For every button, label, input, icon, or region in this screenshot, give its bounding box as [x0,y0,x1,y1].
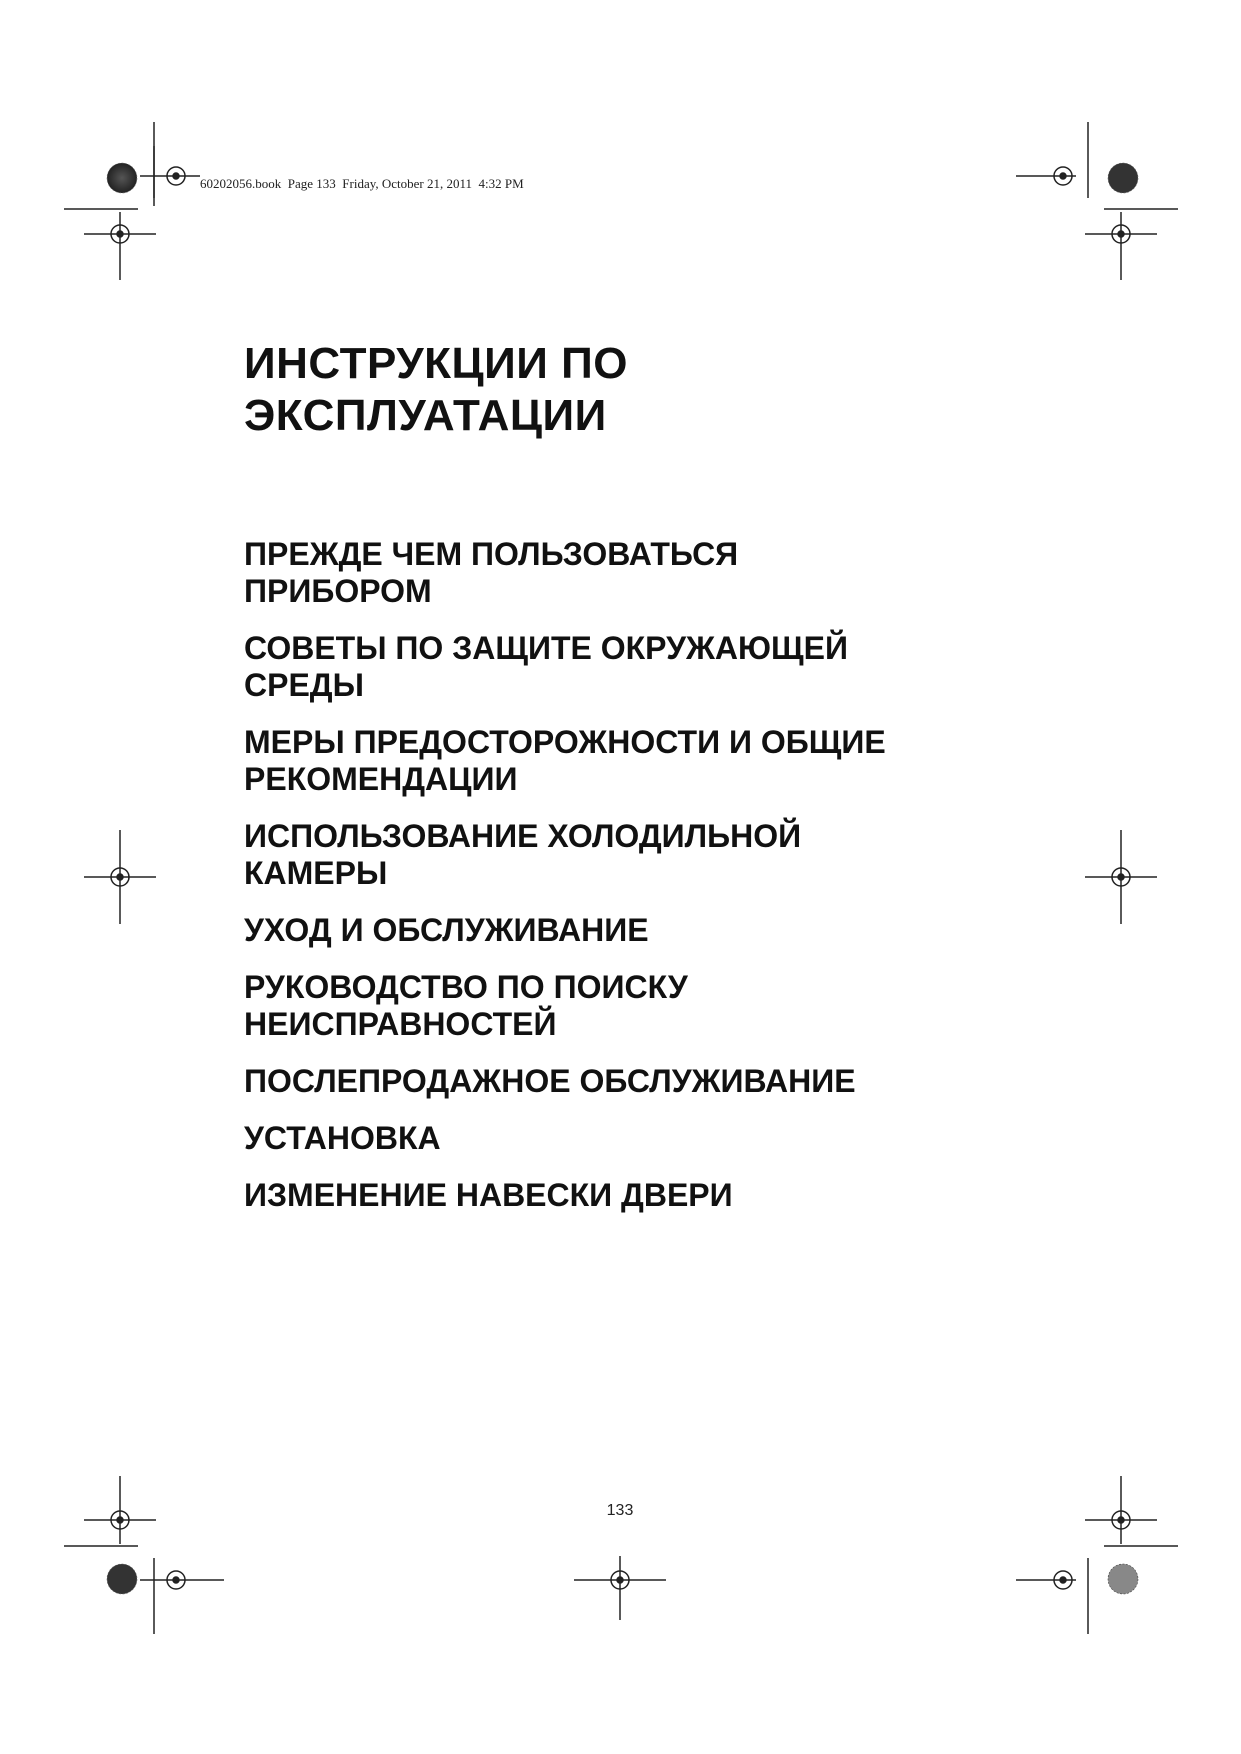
registration-mark-icon [84,830,156,924]
toc-item-installation: УСТАНОВКА [244,1120,441,1156]
crop-mark-icon [64,1546,154,1634]
page-title-line-1: ИНСТРУКЦИИ ПО [244,339,628,388]
toc-item-before-use: ПРЕЖДЕ ЧЕМ ПОЛЬЗОВАТЬСЯ ПРИБОРОМ [244,536,739,609]
toc-item-after-sales: ПОСЛЕПРОДАЖНОЕ ОБСЛУЖИВАНИЕ [244,1063,856,1099]
toc-item-environment: СОВЕТЫ ПО ЗАЩИТЕ ОКРУЖАЮЩЕЙ СРЕДЫ [244,630,848,703]
registration-mark-icon [140,1571,224,1589]
registration-mark-icon [1085,1476,1157,1544]
toc-item-precautions: МЕРЫ ПРЕДОСТОРОЖНОСТИ И ОБЩИЕ РЕКОМЕНДАЦИИ [244,724,886,797]
registration-mark-icon [84,1476,156,1544]
page-title [244,338,1004,442]
toc-item-maintenance: УХОД И ОБСЛУЖИВАНИЕ [244,912,649,948]
toc-item-fridge-use: ИСПОЛЬЗОВАНИЕ ХОЛОДИЛЬНОЙ КАМЕРЫ [244,818,802,891]
registration-mark-icon [574,1556,666,1620]
registration-mark-icon [140,146,200,206]
toc-item-troubleshooting: РУКОВОДСТВО ПО ПОИСКУ НЕИСПРАВНОСТЕЙ [244,969,688,1042]
page-title-line-2: ЭКСПЛУАТАЦИИ [244,391,607,440]
crop-mark-icon [1088,122,1178,209]
table-of-contents [244,536,1044,1234]
toc-item-door-reversal: ИЗМЕНЕНИЕ НАВЕСКИ ДВЕРИ [244,1177,733,1213]
registration-mark-icon [84,212,156,280]
registration-mark-icon [1085,830,1157,924]
registration-mark-icon [1016,1571,1076,1589]
crop-mark-icon [64,122,154,209]
registration-mark-icon [1085,212,1157,280]
book-info-header: 60202056.book Page 133 Friday, October 21, 2011 4:32 PM [200,176,524,191]
color-bar-icon [1108,163,1138,193]
registration-mark-icon [1016,167,1076,185]
page-number: 133 [606,1502,634,1519]
color-bar-icon [1108,1564,1138,1594]
color-bar-icon [107,163,137,193]
color-bar-icon [107,1564,137,1594]
